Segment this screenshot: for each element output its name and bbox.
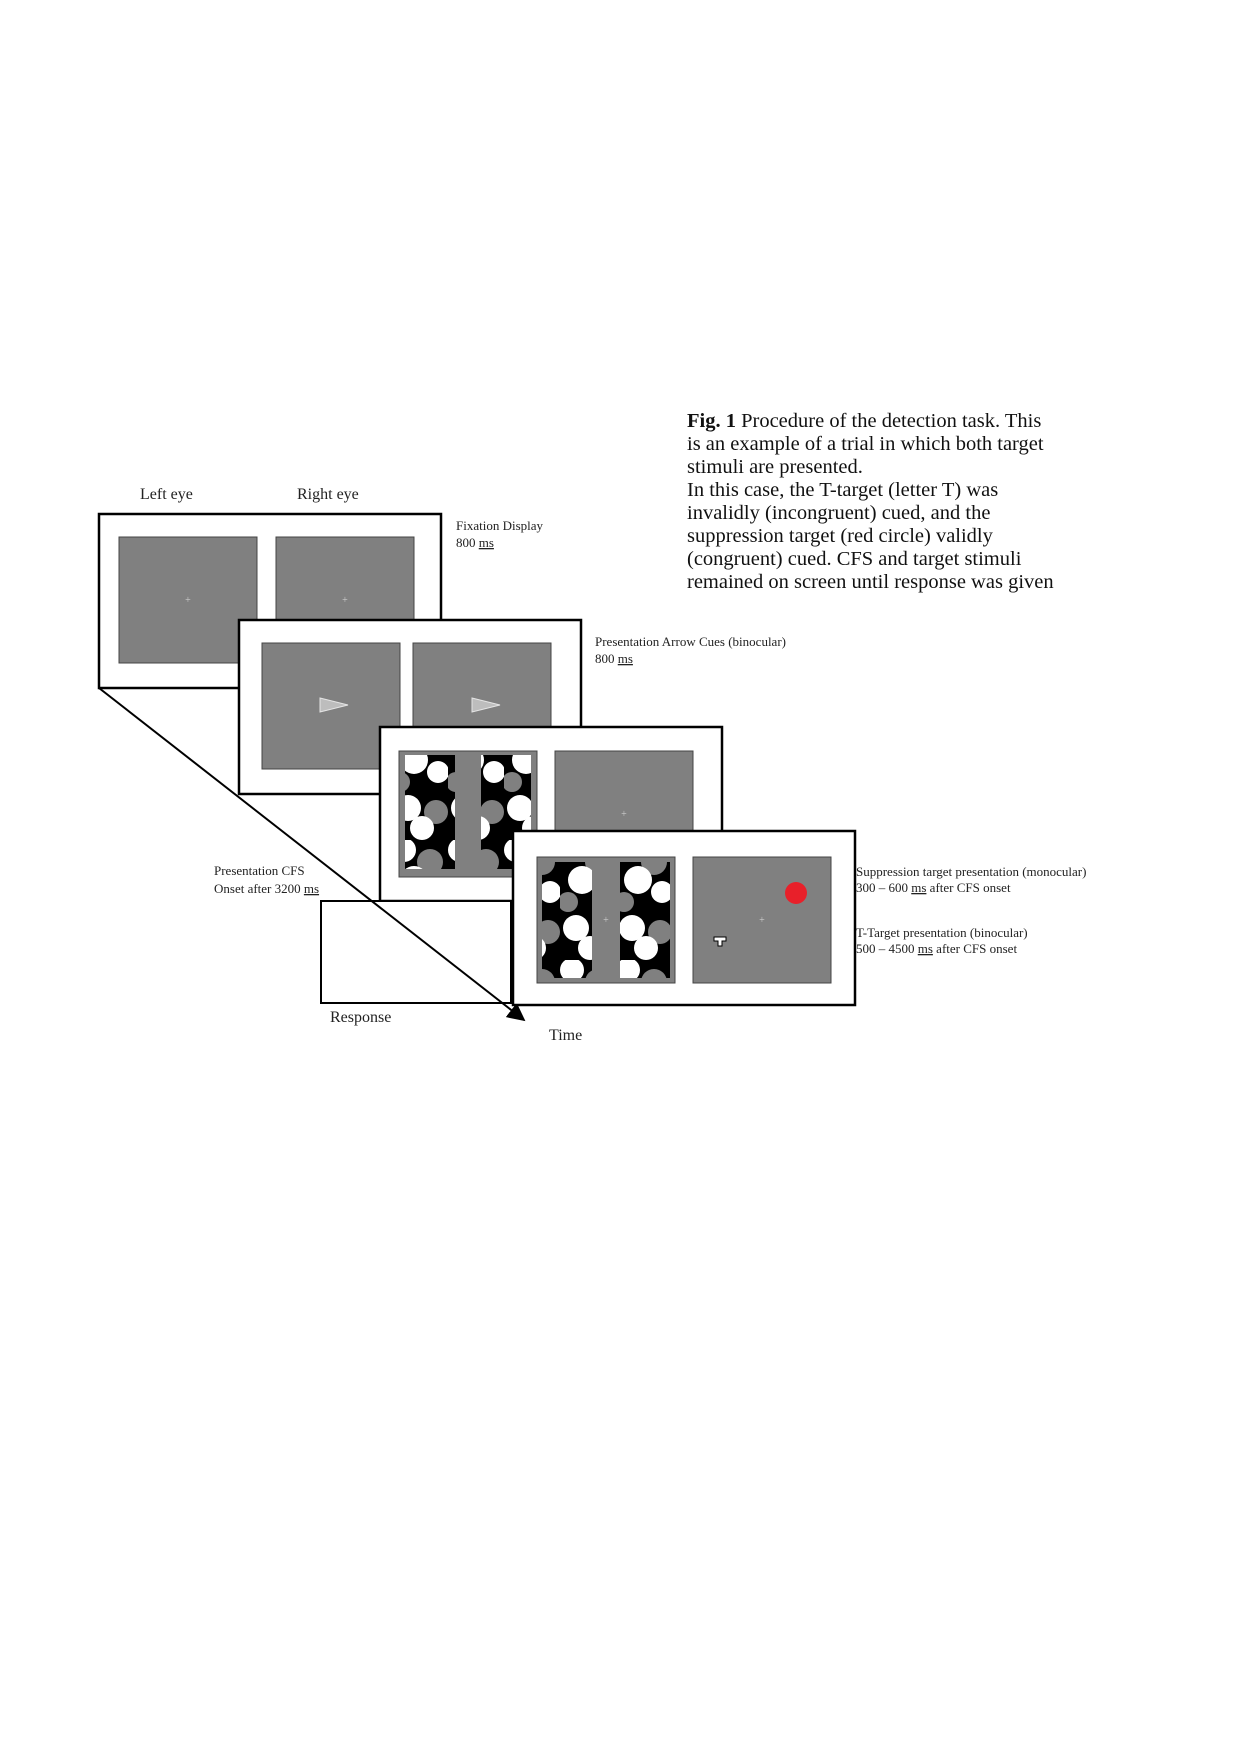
response-label: Response (330, 1009, 392, 1026)
caption-line-4: In this case, the T-target (letter T) was (687, 479, 999, 501)
caption-line-2: is an example of a trial in which both target (687, 433, 1044, 455)
cfs-mask-left-strip (542, 862, 592, 978)
fixation-cross: + (759, 915, 765, 926)
suppression-target-red-circle (785, 882, 807, 904)
cfs-label: Presentation CFS (214, 863, 305, 878)
fixation-cross-right: + (342, 595, 348, 606)
caption-line-6: suppression target (red circle) validly (687, 525, 993, 547)
fixation-cross: + (603, 915, 609, 926)
fixation-cross: + (621, 809, 627, 820)
fixation-duration: 800 ms (456, 535, 494, 550)
caption-line-5: invalidly (incongruent) cued, and the (687, 502, 991, 524)
frame-target (513, 831, 855, 1005)
right-eye-label: Right eye (297, 486, 359, 503)
fixation-display-label: Fixation Display (456, 518, 544, 533)
caption-line-7: (congruent) cued. CFS and target stimuli (687, 548, 1022, 570)
arrow-cues-label: Presentation Arrow Cues (binocular) (595, 634, 786, 649)
figure-caption (687, 410, 1087, 594)
t-target-label: T-Target presentation (binocular) (856, 925, 1028, 940)
arrow-cues-duration: 800 ms (595, 651, 633, 666)
cfs-mask-left-strip (405, 755, 455, 869)
time-label: Time (549, 1027, 583, 1044)
caption-line-8: remained on screen until response was given (687, 571, 1054, 593)
figure-number: Fig. 1 (687, 410, 736, 432)
cfs-onset: Onset after 3200 ms (214, 881, 320, 896)
caption-line-1: Fig. 1 Procedure of the detection task. This (687, 410, 1042, 432)
caption-line-3: stimuli are presented. (687, 456, 863, 478)
cfs-mask-right-strip (620, 862, 670, 978)
fixation-cross-left: + (185, 595, 191, 606)
t-target-timing: 500 – 4500 ms after CFS onset (856, 941, 1018, 956)
suppression-target-label: Suppression target presentation (monocular) (856, 864, 1087, 879)
suppression-target-timing: 300 – 600 ms after CFS onset (856, 880, 1011, 895)
left-eye-label: Left eye (140, 486, 193, 503)
